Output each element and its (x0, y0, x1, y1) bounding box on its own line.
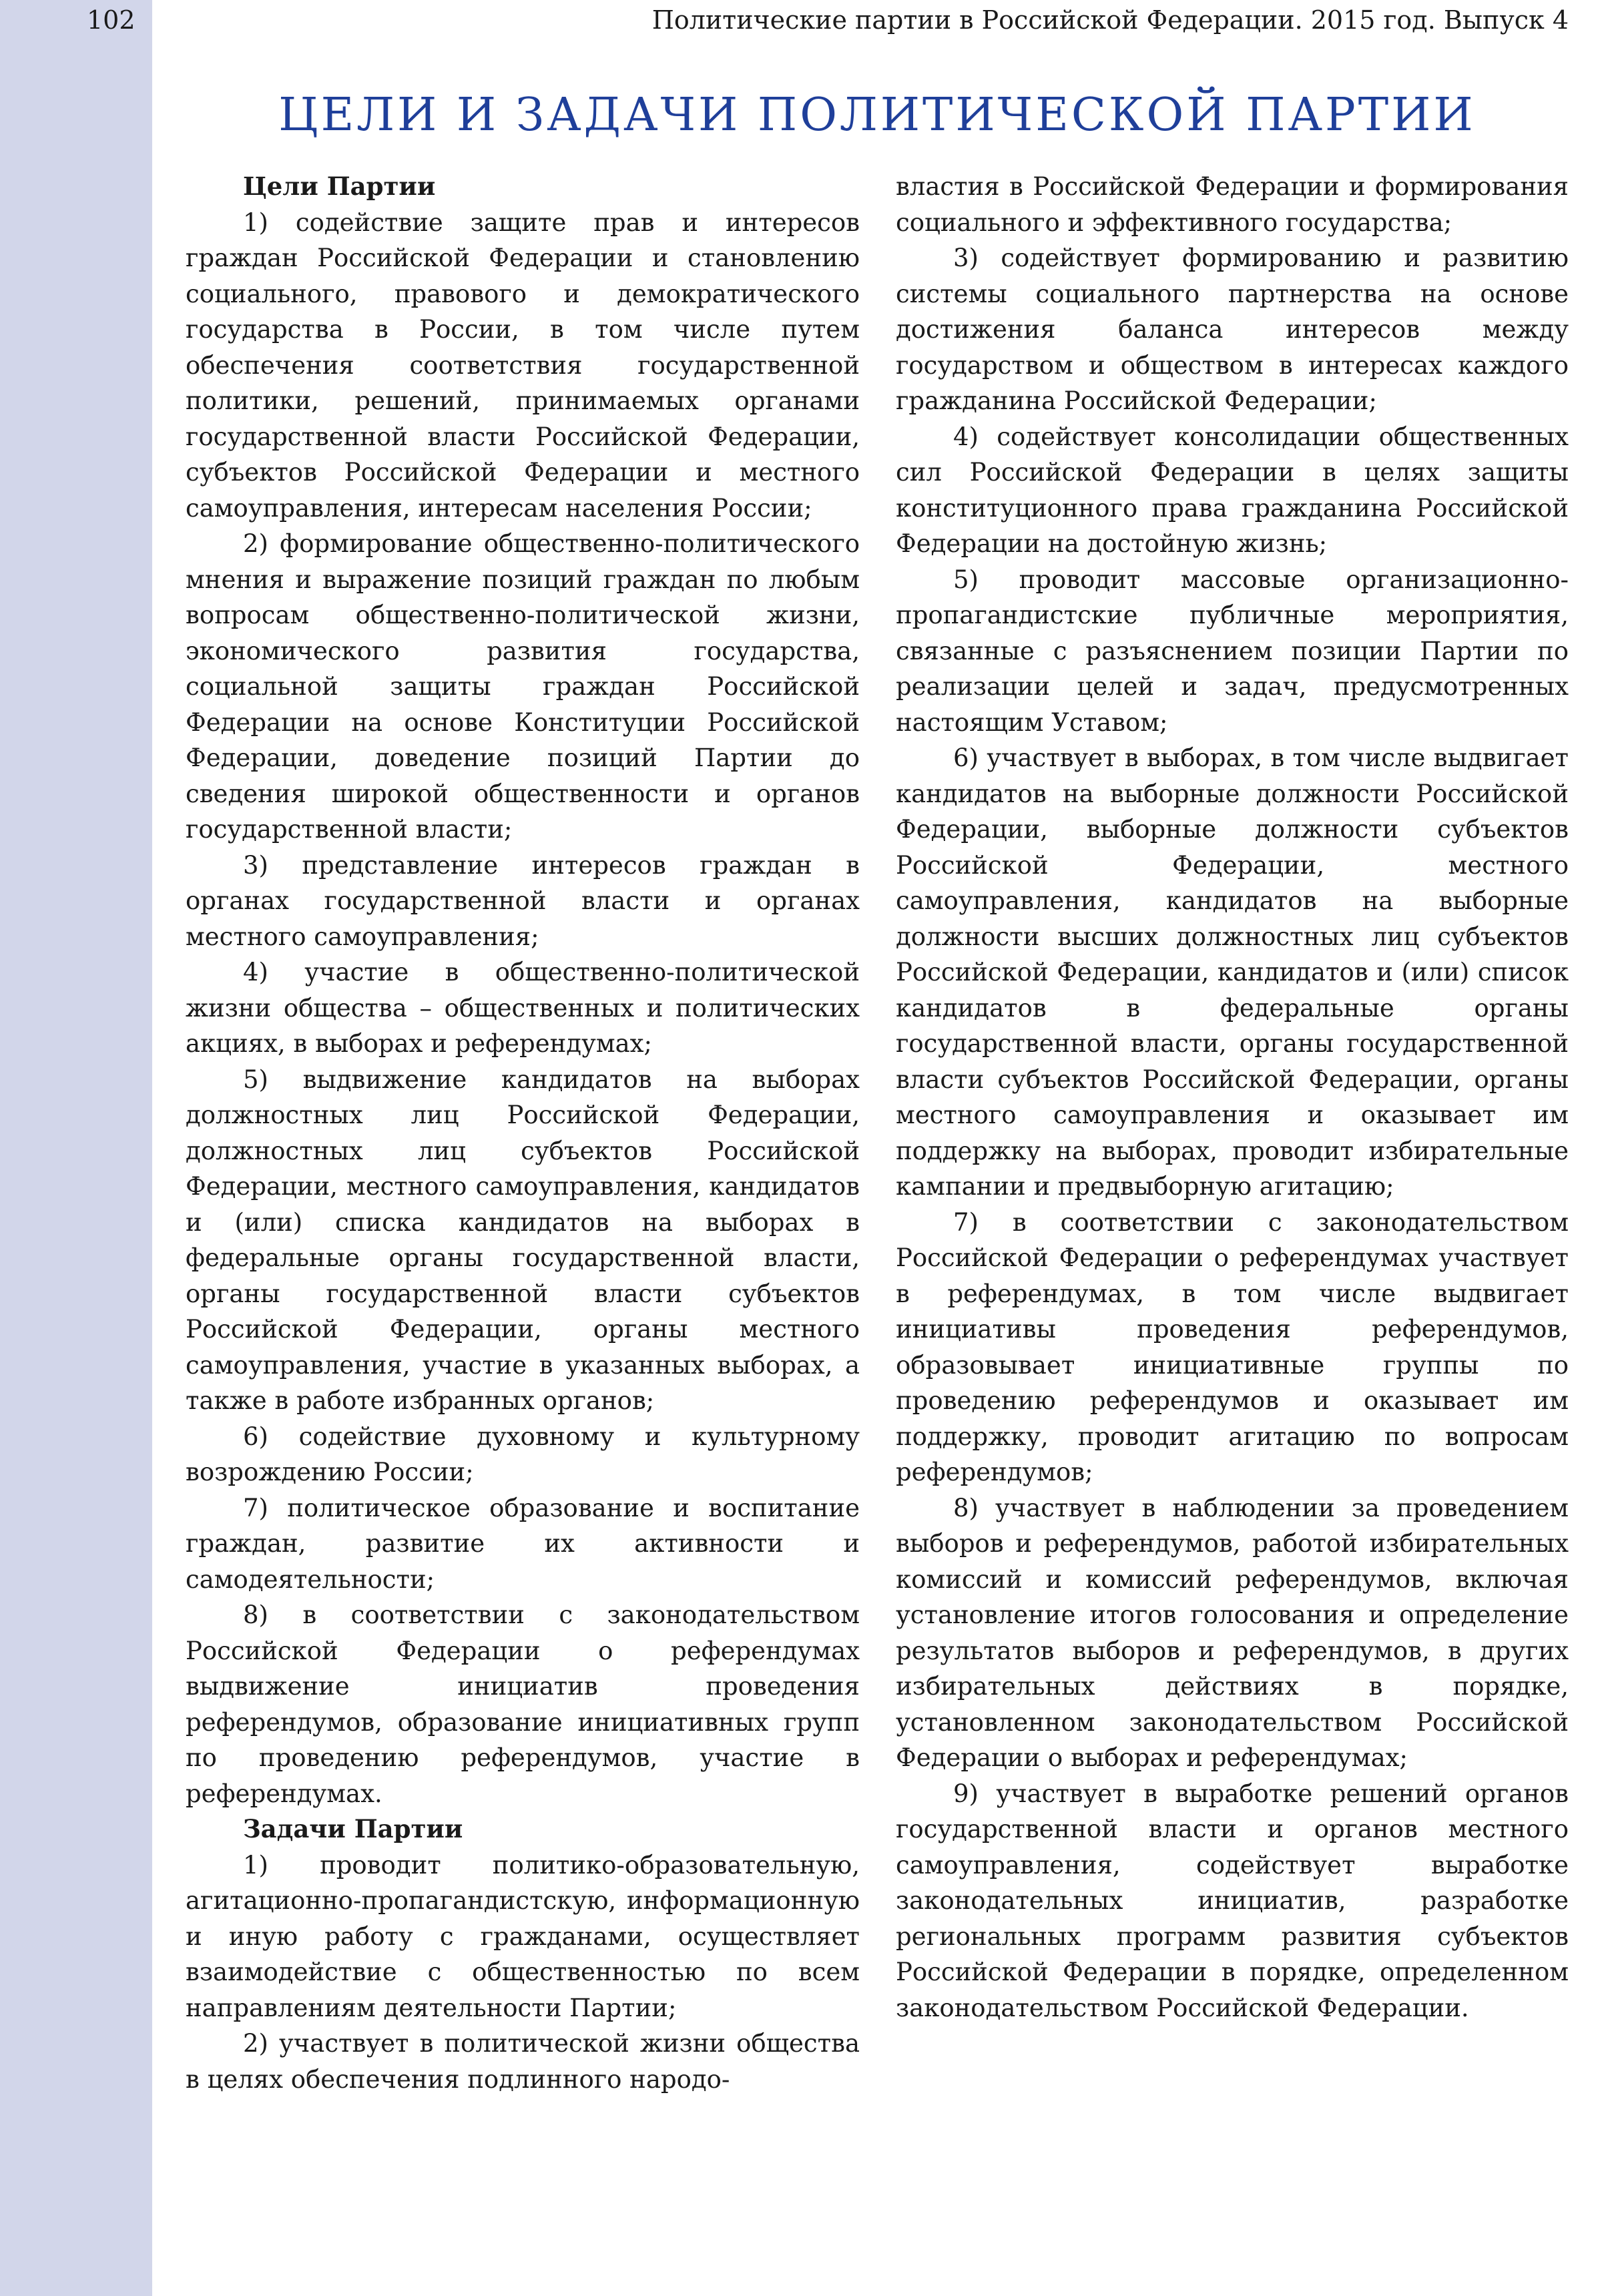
task-item: 3) содействует формированию и развитию системы социального партнерства на основе достижения баланса интересов между государством и обществом в интересах каждого гражданина Российской Федерации; (896, 244, 1569, 415)
goal-item: 7) политическое образование и воспитание граждан, развитие их активности и самодеятельности; (186, 1493, 860, 1594)
goal-item: 5) выдвижение кандидатов на выборах должностных лиц Российской Федерации, должностных лиц субъектов Российской Федерации, местного самоуправления, кандидатов и (или) списка кандидатов на выборах в федеральные органы государственной власти, органы государственной власти субъектов Российской Федерации, органы местного самоуправления, участие в указанных выборах, а также в работе избранных органов; (186, 1065, 860, 1415)
goal-item: 1) содействие защите прав и интересов граждан Российской Федерации и становлению социального, правового и демократического государства в России, в том числе путем обеспечения соответствия государственной политики, решений, принимаемых органами государственной власти Российской Федерации, субъектов Российской Федерации и местного самоуправления, интересам населения России; (186, 208, 860, 523)
page-margin-strip (0, 0, 152, 2296)
right-column (896, 169, 1569, 2026)
goal-item: 6) содействие духовному и культурному возрождению России; (186, 1422, 860, 1486)
goal-item: 3) представление интересов граждан в органах государственной власти и органах местного самоуправления; (186, 850, 860, 951)
tasks-heading: Задачи Партии (243, 1814, 463, 1843)
goal-item: 4) участие в общественно-политической жизни общества – общественных и политических акциях, в выборах и референдумах; (186, 958, 860, 1058)
task-item-continuation: властия в Российской Федерации и формирования социального и эффективного государства; (896, 172, 1569, 237)
goal-item: 2) формирование общественно-политического мнения и выражение позиций граждан по любым вопросам общественно-политической жизни, экономического развития государства, социальной защиты граждан Российской Федерации на основе Конституции Российской Федерации, доведение позиций Партии до сведения широкой общественности и органов государственной власти; (186, 529, 860, 844)
task-item: 7) в соответствии с законодательством Российской Федерации о референдумах участвует в референдумах, в том числе выдвигает инициативы проведения референдумов, образовывает инициативные группы по проведению референдумов и оказывает им поддержку, проводит агитацию по вопросам референдумов; (896, 1207, 1569, 1486)
task-item: 5) проводит массовые организационно-пропагандистские публичные мероприятия, связанные с разъяснением позиции Партии по реализации целей и задач, предусмотренных настоящим Уставом; (896, 565, 1569, 737)
task-item: 8) участвует в наблюдении за проведением выборов и референдумов, работой избирательных комиссий и комиссий референдумов, включая установление итогов голосования и определение результатов выборов и референдумов, в других избирательных действиях в порядке, установленном законодательством Российской Федерации о выборах и референдумах; (896, 1493, 1569, 1772)
task-item: 2) участвует в политической жизни общества в целях обеспечения подлинного народо- (186, 2029, 860, 2094)
task-item: 9) участвует в выработке решений органов государственной власти и органов местного самоуправления, содействует выработке законодательных инициатив, разработке региональных программ развития субъектов Российской Федерации в порядке, определенном законодательством Российской Федерации. (896, 1779, 1569, 2022)
goals-heading: Цели Партии (243, 172, 436, 201)
running-header: Политические партии в Российской Федерации. 2015 год. Выпуск 4 (651, 5, 1569, 35)
task-item: 6) участвует в выборах, в том числе выдвигает кандидатов на выборные должности Российской Федерации, выборные должности субъектов Российской Федерации, местного самоуправления, кандидатов на выборные должности высших должностных лиц субъектов Российской Федерации, кандидатов и (или) список кандидатов в федеральные органы государственной власти, органы государственной власти субъектов Российской Федерации, органы местного самоуправления и оказывает им поддержку на выборах, проводит избирательные кампании и предвыборную агитацию; (896, 744, 1569, 1201)
left-column (186, 169, 860, 2097)
page-number: 102 (87, 5, 136, 35)
goal-item: 8) в соответствии с законодательством Российской Федерации о референдумах выдвижение инициатив проведения референдумов, образование инициативных групп по проведению референдумов, участие в референдумах. (186, 1601, 860, 1808)
page-title: ЦЕЛИ И ЗАДАЧИ ПОЛИТИЧЕСКОЙ ПАРТИИ (278, 89, 1476, 141)
task-item: 4) содействует консолидации общественных сил Российской Федерации в целях защиты конституционного права гражданина Российской Федерации на достойную жизнь; (896, 422, 1569, 558)
task-item: 1) проводит политико-образовательную, агитационно-пропагандистскую, информационную и иную работу с гражданами, осуществляет взаимодействие с общественностью по всем направлениям деятельности Партии; (186, 1850, 860, 2022)
